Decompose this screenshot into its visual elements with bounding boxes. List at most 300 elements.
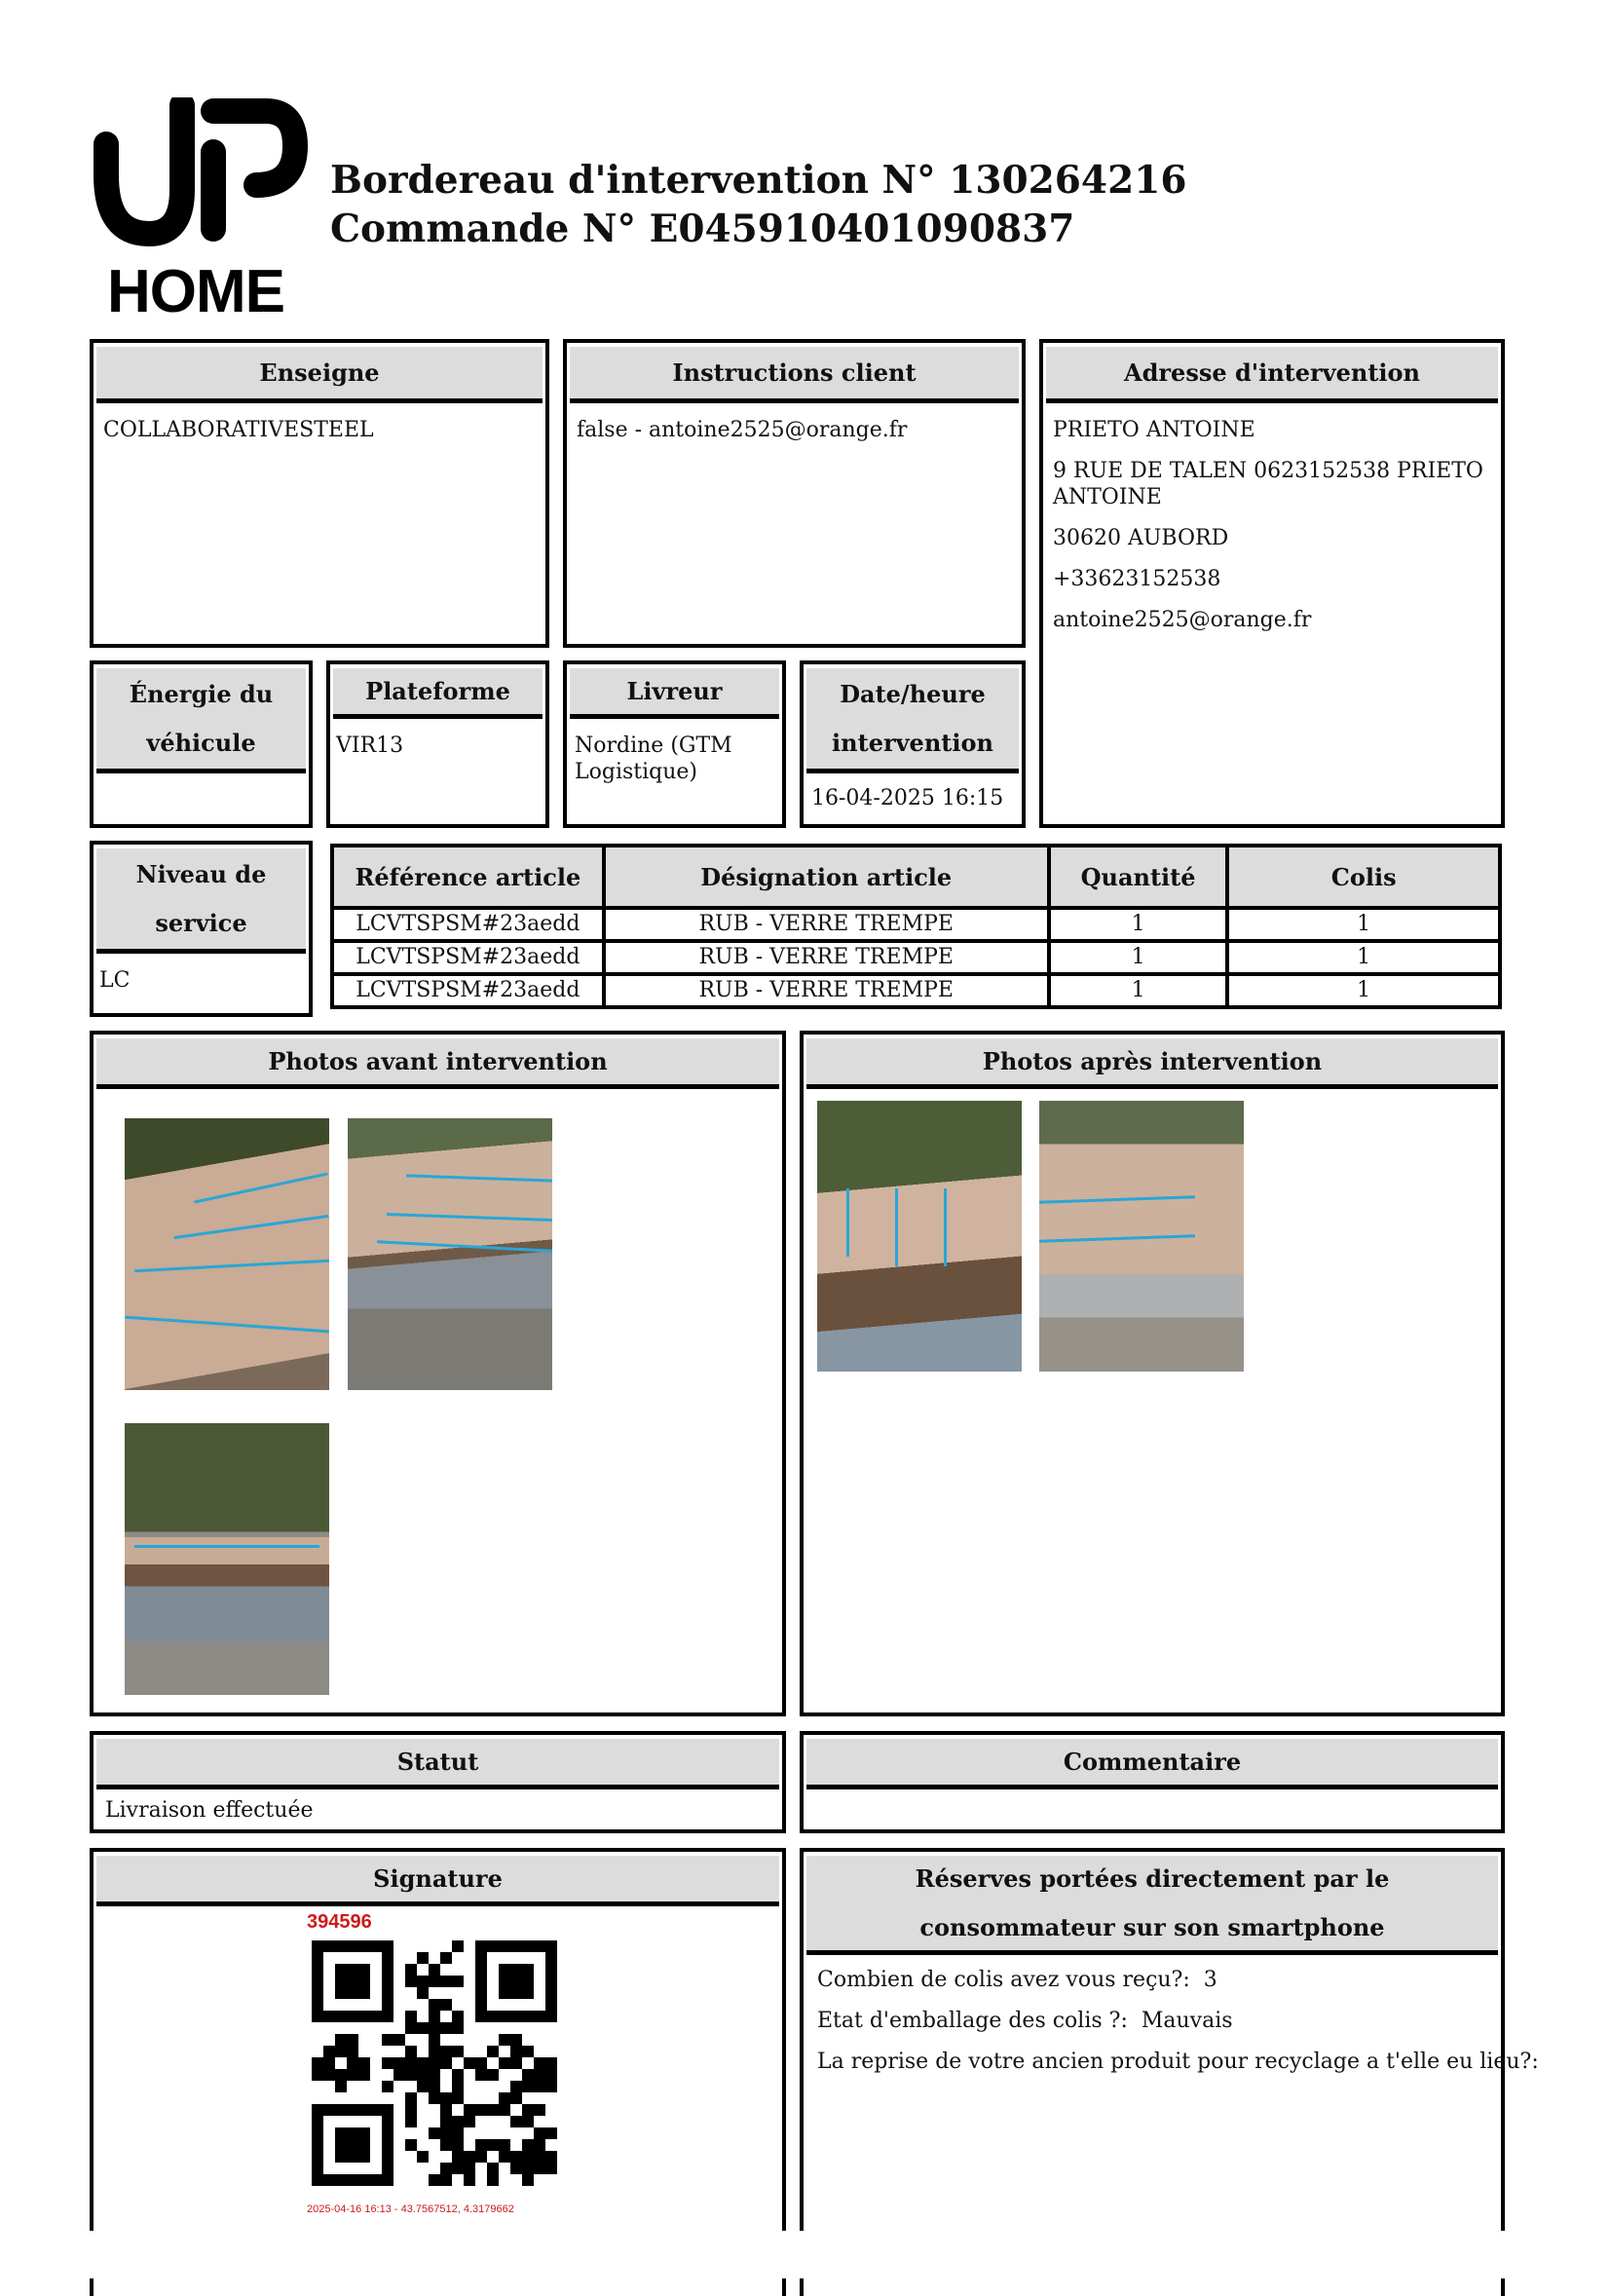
qr-module <box>545 2011 557 2022</box>
qr-module <box>440 2139 452 2151</box>
qr-module <box>429 1976 440 1987</box>
svg-text:HOME: HOME <box>107 258 284 317</box>
qr-module <box>335 2127 347 2139</box>
qr-module <box>382 2011 393 2022</box>
qr-module <box>452 2116 464 2127</box>
qr-module <box>382 1999 393 2011</box>
adresse-box <box>1039 339 1505 828</box>
qr-module <box>510 1987 522 1999</box>
qr-module <box>312 1976 323 1987</box>
qr-module <box>440 2046 452 2057</box>
qr-module <box>393 2069 405 2081</box>
qr-module <box>440 2057 452 2069</box>
qr-module <box>405 2139 417 2151</box>
plateforme-value: VIR13 <box>336 734 404 758</box>
qr-module <box>464 2116 475 2127</box>
qr-module <box>382 2151 393 2163</box>
qr-module <box>499 2092 510 2104</box>
qr-module <box>475 2069 487 2081</box>
qr-module <box>335 2011 347 2022</box>
qr-module <box>417 2057 429 2069</box>
qr-module <box>545 1964 557 1976</box>
table-row <box>332 941 1500 974</box>
qr-module <box>382 1940 393 1952</box>
signature-code: 394596 <box>307 1911 372 1933</box>
qr-module <box>323 1940 335 1952</box>
cell-colis: 1 <box>1227 941 1500 974</box>
qr-module <box>347 2057 358 2069</box>
qr-module <box>335 1987 347 1999</box>
qr-module <box>499 2057 510 2069</box>
qr-module <box>323 2011 335 2022</box>
energie-value <box>94 773 309 787</box>
qr-module <box>347 2046 358 2057</box>
qr-module <box>347 2011 358 2022</box>
energie-label-line2: véhicule <box>146 728 256 757</box>
col-colis: Colis <box>1227 846 1500 908</box>
date-heure-value: 16-04-2025 16:15 <box>811 786 1004 810</box>
qr-module <box>382 1987 393 1999</box>
table-row <box>332 974 1500 1007</box>
qr-module <box>358 2127 370 2139</box>
qr-module <box>382 2174 393 2186</box>
col-reference: Référence article <box>332 846 604 908</box>
reserve-item <box>817 2049 1539 2075</box>
reserve-question: La reprise de votre ancien produit pour recyclage a t'elle eu lieu?: <box>817 2050 1539 2074</box>
cell-designation: RUB - VERRE TREMPE <box>604 908 1049 941</box>
qr-module <box>522 1964 534 1976</box>
reserves-label <box>806 1856 1498 1955</box>
qr-module <box>429 2081 440 2092</box>
qr-module <box>429 2127 440 2139</box>
qr-module <box>475 2011 487 2022</box>
qr-module <box>347 1940 358 1952</box>
qr-module <box>522 1987 534 1999</box>
reserves-label-line2: consommateur sur son smartphone <box>919 1912 1385 1941</box>
page-bottom-margin <box>0 2231 1610 2278</box>
qr-module <box>335 2034 347 2046</box>
qr-module <box>487 2174 499 2186</box>
qr-module <box>499 1964 510 1976</box>
qr-module <box>487 2011 499 2022</box>
qr-module <box>382 2034 393 2046</box>
cell-designation: RUB - VERRE TREMPE <box>604 941 1049 974</box>
qr-module <box>429 2011 440 2022</box>
qr-module <box>499 2034 510 2046</box>
qr-module <box>452 2081 464 2092</box>
cell-quantite: 1 <box>1049 974 1228 1007</box>
qr-module <box>510 2057 522 2069</box>
qr-module <box>534 2057 545 2069</box>
qr-module <box>510 1976 522 1987</box>
qr-module <box>475 1952 487 1964</box>
commande-number: Commande N° E045910401090837 <box>330 207 1075 251</box>
qr-module <box>347 2151 358 2163</box>
articles-header-row <box>332 846 1500 908</box>
qr-module <box>429 2057 440 2069</box>
qr-module <box>452 2011 464 2022</box>
qr-module <box>475 1940 487 1952</box>
reserve-answer: 3 <box>1203 1968 1217 1992</box>
qr-module <box>429 2092 440 2104</box>
niveau-service-value: LC <box>99 968 131 993</box>
reserves-box <box>800 1848 1539 2296</box>
qr-module <box>405 1976 417 1987</box>
qr-module <box>534 2069 545 2081</box>
qr-module <box>323 2046 335 2057</box>
cell-reference: LCVTSPSM#23aedd <box>332 941 604 974</box>
qr-module <box>440 2163 452 2174</box>
qr-module <box>545 2151 557 2163</box>
energie-label <box>96 668 306 773</box>
qr-module <box>335 1964 347 1976</box>
niveau-service-label-line1: Niveau de <box>135 859 267 888</box>
qr-module <box>510 1940 522 1952</box>
energie-box <box>90 660 313 828</box>
livreur-box <box>563 660 786 828</box>
qr-module <box>358 2174 370 2186</box>
qr-module <box>452 1976 464 1987</box>
qr-module <box>499 1976 510 1987</box>
qr-module <box>335 2081 347 2092</box>
qr-module <box>358 2104 370 2116</box>
enseigne-value: COLLABORATIVESTEEL <box>103 418 374 442</box>
qr-module <box>522 2151 534 2163</box>
qr-module <box>522 2104 534 2116</box>
niveau-service-label <box>96 848 306 954</box>
qr-module <box>499 2151 510 2163</box>
qr-module <box>312 2011 323 2022</box>
statut-box <box>90 1731 786 1833</box>
photos-apres-label: Photos après intervention <box>806 1038 1498 1089</box>
photo-apres-2[interactable] <box>1039 1101 1244 1372</box>
qr-module <box>358 2139 370 2151</box>
qr-module <box>312 1964 323 1976</box>
qr-module <box>429 2022 440 2034</box>
qr-module <box>522 2046 534 2057</box>
livreur-value: Nordine (GTM Logistique) <box>575 734 732 784</box>
niveau-service-box <box>90 841 313 1017</box>
qr-module <box>312 1952 323 1964</box>
qr-module <box>405 2069 417 2081</box>
qr-module <box>499 1940 510 1952</box>
col-designation: Désignation article <box>604 846 1049 908</box>
qr-module <box>487 2163 499 2174</box>
qr-module <box>335 1976 347 1987</box>
qr-module <box>312 2057 323 2069</box>
qr-module <box>405 2046 417 2057</box>
cell-designation: RUB - VERRE TREMPE <box>604 974 1049 1007</box>
qr-module <box>417 1952 429 1964</box>
qr-module <box>522 2116 534 2127</box>
date-heure-box <box>800 660 1026 828</box>
qr-module <box>382 2081 393 2092</box>
energie-label-line1: Énergie du <box>129 679 274 708</box>
qr-module <box>417 1976 429 1987</box>
niveau-service-label-line2: service <box>155 908 247 937</box>
qr-module <box>312 2163 323 2174</box>
qr-module <box>323 2069 335 2081</box>
qr-module <box>335 2069 347 2081</box>
qr-module <box>510 2081 522 2092</box>
qr-module <box>545 1987 557 1999</box>
qr-module <box>312 1940 323 1952</box>
qr-module <box>312 1999 323 2011</box>
adresse-phone: +33623152538 <box>1053 567 1221 591</box>
cell-reference: LCVTSPSM#23aedd <box>332 908 604 941</box>
qr-module <box>347 2069 358 2081</box>
qr-module <box>487 1940 499 1952</box>
qr-module <box>510 2046 522 2057</box>
adresse-email: antoine2525@orange.fr <box>1053 608 1312 632</box>
qr-module <box>487 2139 499 2151</box>
qr-module <box>522 2174 534 2186</box>
qr-module <box>545 1999 557 2011</box>
reserve-item <box>817 2008 1487 2034</box>
qr-module <box>358 1964 370 1976</box>
qr-module <box>545 1976 557 1987</box>
photo-avant-2[interactable] <box>348 1118 552 1390</box>
qr-module <box>358 2057 370 2069</box>
qr-module <box>405 2057 417 2069</box>
qr-module <box>534 2127 545 2139</box>
qr-module <box>534 2151 545 2163</box>
qr-module <box>323 2057 335 2069</box>
qr-module <box>429 2174 440 2186</box>
photo-avant-3[interactable] <box>125 1423 329 1695</box>
instructions-box <box>563 339 1026 648</box>
qr-module <box>417 2151 429 2163</box>
qr-module <box>452 1940 464 1952</box>
qr-module <box>382 1952 393 1964</box>
qr-module <box>358 2151 370 2163</box>
reserve-question: Combien de colis avez vous reçu?: <box>817 1968 1190 1992</box>
qr-module <box>347 1964 358 1976</box>
qr-module <box>475 2151 487 2163</box>
date-heure-label-line2: intervention <box>832 728 993 757</box>
qr-module <box>382 2163 393 2174</box>
qr-module <box>440 1976 452 1987</box>
qr-module <box>335 2174 347 2186</box>
qr-module <box>475 2057 487 2069</box>
date-heure-label <box>806 668 1019 773</box>
reserve-question: Etat d'emballage des colis ?: <box>817 2009 1128 2033</box>
qr-module <box>440 2116 452 2127</box>
qr-module <box>440 2104 452 2116</box>
qr-module <box>499 2011 510 2022</box>
qr-module <box>347 1976 358 1987</box>
qr-module <box>405 2116 417 2127</box>
qr-module <box>545 1952 557 1964</box>
qr-module <box>312 2174 323 2186</box>
qr-module <box>405 2104 417 2116</box>
qr-module <box>417 2022 429 2034</box>
qr-module <box>335 2139 347 2151</box>
signature-meta: 2025-04-16 16:13 - 43.7567512, 4.3179662 <box>307 2203 514 2215</box>
qr-module <box>510 2116 522 2127</box>
qr-module <box>487 2046 499 2057</box>
qr-module <box>522 2011 534 2022</box>
qr-module <box>405 1964 417 1976</box>
qr-module <box>475 2104 487 2116</box>
photo-apres-1[interactable] <box>817 1101 1022 1372</box>
adresse-label: Adresse d'intervention <box>1046 347 1498 403</box>
qr-module <box>312 2127 323 2139</box>
cell-reference: LCVTSPSM#23aedd <box>332 974 604 1007</box>
cell-quantite: 1 <box>1049 908 1228 941</box>
qr-module <box>534 1940 545 1952</box>
qr-module <box>417 1987 429 1999</box>
qr-module <box>452 2139 464 2151</box>
instructions-value: false - antoine2525@orange.fr <box>577 418 908 442</box>
qr-module <box>464 2174 475 2186</box>
qr-module <box>522 2163 534 2174</box>
qr-module <box>405 2022 417 2034</box>
reserve-item <box>817 1967 1487 1993</box>
qr-module <box>335 2046 347 2057</box>
qr-module <box>522 1940 534 1952</box>
adresse-city: 30620 AUBORD <box>1053 526 1229 550</box>
qr-module <box>370 2104 382 2116</box>
qr-module <box>510 2034 522 2046</box>
qr-module <box>382 2104 393 2116</box>
qr-module <box>534 2104 545 2116</box>
qr-module <box>464 2151 475 2163</box>
qr-module <box>464 2057 475 2069</box>
qr-module <box>522 2081 534 2092</box>
reserves-label-line1: Réserves portées directement par le <box>915 1863 1390 1893</box>
qr-module <box>429 2034 440 2046</box>
qr-module <box>382 2116 393 2127</box>
qr-module <box>335 2104 347 2116</box>
signature-label: Signature <box>96 1856 779 1906</box>
qr-module <box>358 1987 370 1999</box>
qr-module <box>417 2081 429 2092</box>
cell-quantite: 1 <box>1049 941 1228 974</box>
qr-module <box>358 2069 370 2081</box>
qr-module <box>405 2092 417 2104</box>
qr-module <box>545 2057 557 2069</box>
qr-module <box>487 2104 499 2116</box>
qr-module <box>475 1976 487 1987</box>
adresse-name: PRIETO ANTOINE <box>1053 418 1255 442</box>
adresse-street: 9 RUE DE TALEN 0623152538 PRIETO ANTOINE <box>1053 459 1483 509</box>
photo-avant-1[interactable] <box>125 1118 329 1390</box>
qr-module <box>335 1940 347 1952</box>
qr-module <box>312 2069 323 2081</box>
qr-module <box>312 2116 323 2127</box>
qr-module <box>510 2011 522 2022</box>
qr-module <box>440 1999 452 2011</box>
qr-module <box>499 2139 510 2151</box>
qr-module <box>312 1987 323 1999</box>
qr-module <box>312 2104 323 2116</box>
qr-module <box>522 2069 534 2081</box>
qr-module <box>312 2139 323 2151</box>
plateforme-box <box>326 660 549 828</box>
qr-module <box>335 2151 347 2163</box>
qr-module <box>347 2034 358 2046</box>
qr-module <box>534 2011 545 2022</box>
qr-module <box>545 2081 557 2092</box>
qr-module <box>358 1940 370 1952</box>
qr-module <box>429 2069 440 2081</box>
qr-module <box>393 2057 405 2069</box>
enseigne-box <box>90 339 549 648</box>
bordereau-number: Bordereau d'intervention N° 130264216 <box>330 158 1187 203</box>
qr-module <box>323 2104 335 2116</box>
qr-module <box>429 2046 440 2057</box>
signature-qr-code <box>312 1940 557 2186</box>
qr-module <box>522 1976 534 1987</box>
qr-module <box>499 2104 510 2116</box>
commentaire-value <box>804 1789 1501 1803</box>
qr-module <box>475 1987 487 1999</box>
qr-module <box>440 1952 452 1964</box>
reserve-answer: Mauvais <box>1141 2009 1233 2033</box>
photos-avant-label: Photos avant intervention <box>96 1038 779 1089</box>
qr-module <box>382 1976 393 1987</box>
qr-module <box>510 2092 522 2104</box>
qr-module <box>545 1940 557 1952</box>
qr-module <box>347 2127 358 2139</box>
qr-module <box>393 2034 405 2046</box>
qr-module <box>464 2163 475 2174</box>
qr-module <box>452 2022 464 2034</box>
logo-mark-icon <box>91 97 310 317</box>
qr-module <box>323 2174 335 2186</box>
qr-module <box>534 2163 545 2174</box>
qr-module <box>545 2069 557 2081</box>
qr-module <box>417 2069 429 2081</box>
qr-module <box>510 2151 522 2163</box>
qr-module <box>475 2139 487 2151</box>
qr-module <box>452 2069 464 2081</box>
qr-module <box>464 2104 475 2116</box>
statut-value: Livraison effectuée <box>105 1798 314 1823</box>
col-quantite: Quantité <box>1049 846 1228 908</box>
table-row <box>332 908 1500 941</box>
qr-module <box>475 1999 487 2011</box>
qr-module <box>487 2069 499 2081</box>
qr-module <box>312 2151 323 2163</box>
qr-module <box>440 2127 452 2139</box>
qr-module <box>347 2104 358 2116</box>
articles-table <box>330 844 1502 1009</box>
qr-module <box>499 1987 510 1999</box>
commentaire-box <box>800 1731 1505 1833</box>
qr-module <box>452 2046 464 2057</box>
statut-label: Statut <box>96 1739 779 1789</box>
qr-module <box>347 2174 358 2186</box>
qr-module <box>347 1987 358 1999</box>
qr-module <box>452 2163 464 2174</box>
qr-module <box>429 1964 440 1976</box>
qr-module <box>510 1964 522 1976</box>
qr-module <box>534 2081 545 2092</box>
qr-module <box>370 2011 382 2022</box>
qr-module <box>382 2127 393 2139</box>
qr-module <box>382 1964 393 1976</box>
cell-colis: 1 <box>1227 974 1500 1007</box>
cell-colis: 1 <box>1227 908 1500 941</box>
qr-module <box>382 2139 393 2151</box>
qr-module <box>440 2174 452 2186</box>
date-heure-label-line1: Date/heure <box>840 679 986 708</box>
livreur-label: Livreur <box>570 668 779 719</box>
qr-module <box>405 2011 417 2022</box>
qr-module <box>440 2092 452 2104</box>
